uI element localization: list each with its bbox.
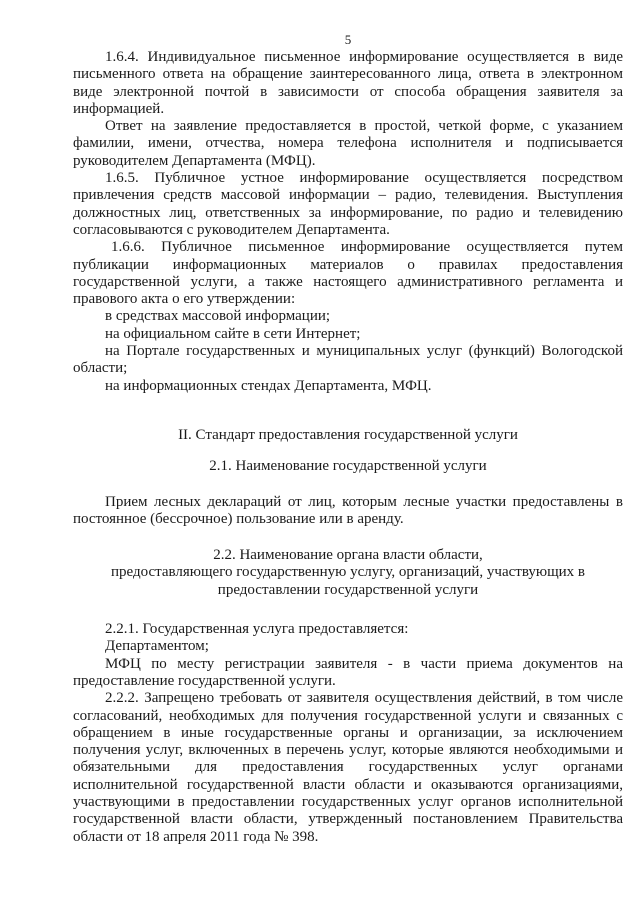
list-item-department: Департаментом;	[105, 638, 209, 655]
paragraph-2-2-1: 2.2.1. Государственная услуга предоставляется:	[105, 621, 409, 638]
list-item-portal: на Портале государственных и муниципальных услуг (функций) Вологодской области;	[73, 343, 623, 377]
paragraph-1-6-4: 1.6.4. Индивидуальное письменное информирование осуществляется в виде письменного ответа на обращение заинтересованного лица, ответа в электронном виде электронной почтой в зависимости от способа обращения заявителя за информацией.	[73, 49, 623, 117]
page-number: 5	[344, 32, 352, 47]
paragraph-1-6-5: 1.6.5. Публичное устное информирование осуществляется посредством привлечения средств массовой информации – радио, телевидения. Выступления должностных лиц, ответственных за информирование, по радио и телевидению согласовываются с руководителем Департамента.	[73, 170, 623, 238]
paragraph-2-2-2: 2.2.2. Запрещено требовать от заявителя осуществления действий, в том числе согласований, необходимых для получения государственной услуги и связанных с обращением в иные государственные органы и организации, за исключением получения услуг, включенных в перечень услуг, которые являются необходимыми и обязательными для предоставления государственных услуг органами исполнительной государственной власти области и оказываются организациями, участвующими в предоставлении государственных услуг органов исполнительной государственной власти области, утвержденный постановлением Правительства области от 18 апреля 2011 года № 398.	[73, 690, 623, 845]
list-item-mass-media: в средствах массовой информации;	[105, 308, 331, 325]
list-item-mfc: МФЦ по месту регистрации заявителя - в части приема документов на предоставление государственной услуги.	[73, 655, 623, 689]
subsection-2-2-title-line: предоставлении государственной услуги	[217, 581, 479, 598]
section-title: II. Стандарт предоставления государственной услуги	[178, 426, 518, 443]
document-page	[73, 32, 623, 846]
subsection-2-2-title-line: 2.2. Наименование органа власти области,	[213, 547, 483, 564]
subsection-2-2-title	[73, 547, 623, 599]
paragraph-1-6-6: 1.6.6. Публичное письменное информирование осуществляется путем публикации информационных материалов о правилах предоставления государственной услуги, а также настоящего административного регламента и правового акта о его утверждении:	[73, 239, 623, 308]
list-item-info-stands: на информационных стендах Департамента, МФЦ.	[105, 377, 432, 394]
paragraph-response-form: Ответ на заявление предоставляется в простой, четкой форме, с указанием фамилии, имени, отчества, номера телефона исполнителя и подписывается руководителем Департамента (МФЦ).	[73, 118, 623, 169]
subsection-2-2-title-line: предоставляющего государственную услугу, организаций, участвующих в	[110, 564, 586, 581]
subsection-2-1-title: 2.1. Наименование государственной услуги	[209, 458, 487, 475]
subsection-2-1-text: Прием лесных деклараций от лиц, которым лесные участки предоставлены в постоянное (бессрочное) пользование или в аренду.	[73, 493, 623, 527]
list-item-official-site: на официальном сайте в сети Интернет;	[105, 325, 361, 342]
